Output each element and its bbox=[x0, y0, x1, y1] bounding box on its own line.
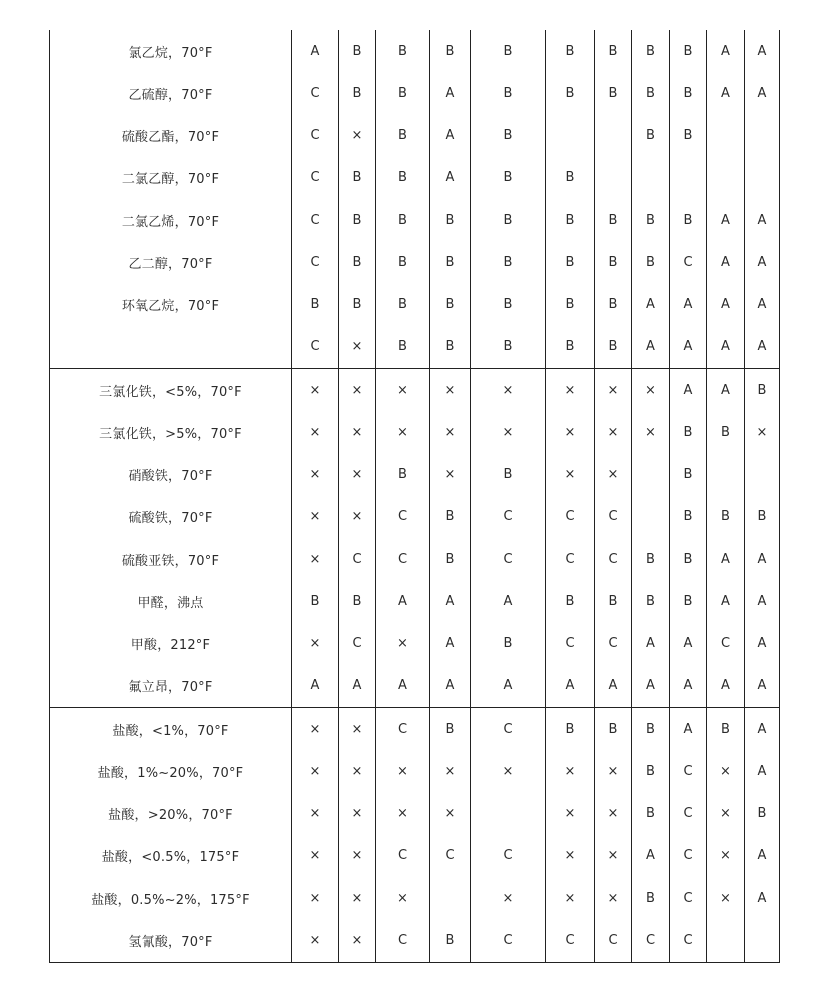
rating-cell: B bbox=[595, 72, 632, 114]
rating-cell: C bbox=[546, 623, 595, 665]
rating-cell: × bbox=[745, 411, 780, 453]
rating-cell: C bbox=[376, 708, 430, 751]
rating-cell: C bbox=[595, 623, 632, 665]
rating-cell: C bbox=[707, 623, 745, 665]
table-row bbox=[50, 623, 780, 665]
chemical-name-cell: 硫酸铁，70°F bbox=[50, 496, 292, 538]
chemical-name-cell: 硫酸乙酯，70°F bbox=[50, 115, 292, 157]
rating-cell: C bbox=[376, 496, 430, 538]
chemical-name-cell: 氢氰酸，70°F bbox=[50, 919, 292, 962]
rating-cell: A bbox=[670, 665, 707, 708]
rating-cell: × bbox=[292, 538, 339, 580]
rating-cell: × bbox=[376, 411, 430, 453]
rating-cell: A bbox=[707, 30, 745, 72]
rating-cell: × bbox=[339, 708, 376, 751]
rating-cell: × bbox=[339, 877, 376, 919]
table-row bbox=[50, 665, 780, 708]
chemical-name-cell: 硝酸铁，70°F bbox=[50, 454, 292, 496]
rating-cell: C bbox=[339, 623, 376, 665]
rating-cell: B bbox=[670, 454, 707, 496]
rating-cell: B bbox=[471, 623, 546, 665]
rating-cell: B bbox=[546, 30, 595, 72]
rating-cell: × bbox=[632, 411, 670, 453]
rating-cell: B bbox=[670, 72, 707, 114]
rating-cell: B bbox=[471, 284, 546, 326]
rating-cell: A bbox=[292, 30, 339, 72]
rating-cell bbox=[745, 115, 780, 157]
rating-cell: A bbox=[670, 369, 707, 412]
rating-cell: A bbox=[745, 877, 780, 919]
rating-cell: × bbox=[292, 454, 339, 496]
rating-cell: × bbox=[339, 793, 376, 835]
rating-cell: B bbox=[471, 115, 546, 157]
rating-cell: A bbox=[632, 665, 670, 708]
rating-cell: A bbox=[471, 580, 546, 622]
rating-cell: C bbox=[670, 877, 707, 919]
rating-cell: B bbox=[376, 30, 430, 72]
rating-cell: × bbox=[595, 835, 632, 877]
chemical-name-cell: 乙硫醇，70°F bbox=[50, 72, 292, 114]
rating-cell bbox=[707, 157, 745, 199]
rating-cell: A bbox=[707, 326, 745, 369]
rating-cell: B bbox=[376, 115, 430, 157]
rating-cell: B bbox=[745, 369, 780, 412]
rating-cell: × bbox=[339, 750, 376, 792]
table-row bbox=[50, 919, 780, 962]
chemical-name-cell: 乙二醇，70°F bbox=[50, 241, 292, 283]
chemical-name-cell: 氯乙烷，70°F bbox=[50, 30, 292, 72]
rating-cell: A bbox=[430, 157, 471, 199]
chemical-name-cell: 甲酸，212°F bbox=[50, 623, 292, 665]
rating-cell: × bbox=[376, 793, 430, 835]
rating-cell: × bbox=[292, 793, 339, 835]
chemical-name-cell: 二氯乙醇，70°F bbox=[50, 157, 292, 199]
rating-cell: C bbox=[595, 919, 632, 962]
rating-cell: B bbox=[430, 241, 471, 283]
rating-cell: C bbox=[670, 919, 707, 962]
rating-cell: B bbox=[707, 708, 745, 751]
compatibility-table-container bbox=[49, 30, 780, 963]
rating-cell: B bbox=[376, 241, 430, 283]
rating-cell: B bbox=[632, 30, 670, 72]
rating-cell: B bbox=[632, 877, 670, 919]
rating-cell: B bbox=[632, 750, 670, 792]
rating-cell bbox=[707, 454, 745, 496]
rating-cell: B bbox=[595, 199, 632, 241]
rating-cell bbox=[745, 919, 780, 962]
rating-cell: × bbox=[292, 623, 339, 665]
rating-cell: B bbox=[471, 454, 546, 496]
rating-cell: B bbox=[339, 580, 376, 622]
rating-cell: B bbox=[376, 199, 430, 241]
rating-cell: A bbox=[430, 580, 471, 622]
table-row bbox=[50, 793, 780, 835]
rating-cell: B bbox=[745, 496, 780, 538]
rating-cell: C bbox=[670, 835, 707, 877]
rating-cell: B bbox=[546, 326, 595, 369]
table-row bbox=[50, 30, 780, 72]
rating-cell: A bbox=[745, 30, 780, 72]
chemical-name-cell: 盐酸，1%~20%，70°F bbox=[50, 750, 292, 792]
rating-cell: B bbox=[595, 580, 632, 622]
rating-cell: × bbox=[632, 369, 670, 412]
rating-cell: B bbox=[339, 72, 376, 114]
rating-cell: × bbox=[292, 411, 339, 453]
chemical-name-cell: 环氧乙烷，70°F bbox=[50, 284, 292, 326]
rating-cell: × bbox=[471, 411, 546, 453]
rating-cell: B bbox=[632, 580, 670, 622]
rating-cell: A bbox=[707, 538, 745, 580]
rating-cell: B bbox=[670, 580, 707, 622]
rating-cell: A bbox=[670, 326, 707, 369]
table-row bbox=[50, 241, 780, 283]
rating-cell: × bbox=[471, 750, 546, 792]
rating-cell: B bbox=[546, 580, 595, 622]
rating-cell: B bbox=[670, 115, 707, 157]
rating-cell: B bbox=[339, 157, 376, 199]
rating-cell: A bbox=[632, 284, 670, 326]
rating-cell: A bbox=[745, 241, 780, 283]
rating-cell: C bbox=[471, 708, 546, 751]
chemical-name-cell: 三氯化铁，>5%，70°F bbox=[50, 411, 292, 453]
rating-cell: B bbox=[546, 72, 595, 114]
chemical-name-cell: 硫酸亚铁，70°F bbox=[50, 538, 292, 580]
rating-cell: × bbox=[376, 369, 430, 412]
rating-cell: × bbox=[430, 793, 471, 835]
rating-cell: B bbox=[546, 708, 595, 751]
rating-cell: × bbox=[339, 369, 376, 412]
table-row bbox=[50, 708, 780, 751]
rating-cell: × bbox=[595, 411, 632, 453]
table-row bbox=[50, 496, 780, 538]
rating-cell: A bbox=[745, 623, 780, 665]
rating-cell bbox=[595, 115, 632, 157]
rating-cell: × bbox=[595, 750, 632, 792]
rating-cell: B bbox=[595, 30, 632, 72]
rating-cell: × bbox=[292, 877, 339, 919]
rating-cell bbox=[430, 877, 471, 919]
rating-cell: × bbox=[292, 750, 339, 792]
rating-cell: C bbox=[471, 919, 546, 962]
rating-cell bbox=[546, 115, 595, 157]
rating-cell: A bbox=[745, 199, 780, 241]
rating-cell: × bbox=[546, 411, 595, 453]
rating-cell: B bbox=[376, 157, 430, 199]
chemical-name-cell: 二氯乙烯，70°F bbox=[50, 199, 292, 241]
rating-cell: × bbox=[339, 496, 376, 538]
rating-cell: × bbox=[292, 708, 339, 751]
rating-cell: A bbox=[745, 665, 780, 708]
rating-cell: × bbox=[292, 369, 339, 412]
rating-cell: × bbox=[707, 750, 745, 792]
rating-cell: A bbox=[430, 623, 471, 665]
rating-cell: C bbox=[376, 835, 430, 877]
rating-cell bbox=[471, 793, 546, 835]
rating-cell: × bbox=[595, 877, 632, 919]
rating-cell: × bbox=[339, 454, 376, 496]
rating-cell: B bbox=[595, 241, 632, 283]
rating-cell: × bbox=[339, 411, 376, 453]
rating-cell: A bbox=[376, 665, 430, 708]
rating-cell: B bbox=[670, 199, 707, 241]
rating-cell: A bbox=[595, 665, 632, 708]
rating-cell bbox=[707, 919, 745, 962]
rating-cell bbox=[632, 454, 670, 496]
rating-cell: C bbox=[670, 750, 707, 792]
rating-cell: B bbox=[430, 326, 471, 369]
table-row bbox=[50, 454, 780, 496]
rating-cell: B bbox=[595, 708, 632, 751]
rating-cell bbox=[632, 157, 670, 199]
rating-cell: B bbox=[595, 284, 632, 326]
rating-cell: B bbox=[546, 157, 595, 199]
chemical-name-cell: 盐酸，<1%，70°F bbox=[50, 708, 292, 751]
rating-cell: B bbox=[376, 326, 430, 369]
rating-cell: × bbox=[430, 454, 471, 496]
table-row bbox=[50, 369, 780, 412]
rating-cell bbox=[595, 157, 632, 199]
chemical-compatibility-table bbox=[49, 30, 780, 963]
rating-cell: A bbox=[430, 72, 471, 114]
rating-cell: × bbox=[339, 835, 376, 877]
rating-cell: B bbox=[292, 580, 339, 622]
rating-cell: × bbox=[595, 369, 632, 412]
rating-cell: B bbox=[430, 496, 471, 538]
rating-cell: × bbox=[471, 369, 546, 412]
rating-cell: B bbox=[430, 30, 471, 72]
rating-cell: C bbox=[546, 538, 595, 580]
rating-cell: A bbox=[745, 708, 780, 751]
rating-cell: B bbox=[339, 284, 376, 326]
rating-cell: A bbox=[745, 538, 780, 580]
rating-cell: × bbox=[292, 835, 339, 877]
rating-cell: A bbox=[292, 665, 339, 708]
rating-cell: A bbox=[707, 72, 745, 114]
rating-cell: B bbox=[632, 538, 670, 580]
rating-cell: C bbox=[595, 496, 632, 538]
rating-cell: B bbox=[376, 72, 430, 114]
table-row bbox=[50, 750, 780, 792]
rating-cell: A bbox=[670, 284, 707, 326]
rating-cell: C bbox=[339, 538, 376, 580]
table-row bbox=[50, 157, 780, 199]
rating-cell: A bbox=[430, 115, 471, 157]
rating-cell: B bbox=[632, 793, 670, 835]
rating-cell: C bbox=[595, 538, 632, 580]
table-row bbox=[50, 72, 780, 114]
table-row bbox=[50, 538, 780, 580]
rating-cell: C bbox=[292, 199, 339, 241]
rating-cell: × bbox=[339, 919, 376, 962]
rating-cell: C bbox=[292, 241, 339, 283]
rating-cell: A bbox=[707, 665, 745, 708]
chemical-name-cell: 盐酸，<0.5%，175°F bbox=[50, 835, 292, 877]
rating-cell: C bbox=[546, 496, 595, 538]
rating-cell: A bbox=[471, 665, 546, 708]
rating-cell: B bbox=[670, 538, 707, 580]
rating-cell: B bbox=[745, 793, 780, 835]
rating-cell: × bbox=[376, 877, 430, 919]
chemical-name-cell bbox=[50, 326, 292, 369]
rating-cell: C bbox=[546, 919, 595, 962]
rating-cell: A bbox=[745, 750, 780, 792]
rating-cell: B bbox=[471, 72, 546, 114]
rating-cell: B bbox=[546, 199, 595, 241]
chemical-name-cell: 甲醛，沸点 bbox=[50, 580, 292, 622]
rating-cell: B bbox=[376, 284, 430, 326]
rating-cell: A bbox=[745, 284, 780, 326]
rating-cell: × bbox=[546, 877, 595, 919]
rating-cell: B bbox=[546, 241, 595, 283]
rating-cell: × bbox=[595, 793, 632, 835]
rating-cell: A bbox=[707, 241, 745, 283]
rating-cell: × bbox=[471, 877, 546, 919]
rating-cell: × bbox=[707, 877, 745, 919]
rating-cell: × bbox=[546, 369, 595, 412]
rating-cell: × bbox=[339, 115, 376, 157]
rating-cell: × bbox=[292, 496, 339, 538]
rating-cell bbox=[670, 157, 707, 199]
rating-cell: A bbox=[376, 580, 430, 622]
chemical-name-cell: 盐酸，0.5%~2%，175°F bbox=[50, 877, 292, 919]
rating-cell: A bbox=[632, 326, 670, 369]
rating-cell: C bbox=[292, 72, 339, 114]
rating-cell: C bbox=[430, 835, 471, 877]
rating-cell: A bbox=[632, 623, 670, 665]
rating-cell: × bbox=[430, 750, 471, 792]
chemical-name-cell: 盐酸，>20%，70°F bbox=[50, 793, 292, 835]
rating-cell: C bbox=[471, 496, 546, 538]
rating-cell: C bbox=[471, 538, 546, 580]
table-row bbox=[50, 115, 780, 157]
rating-cell: B bbox=[632, 708, 670, 751]
rating-cell: B bbox=[471, 157, 546, 199]
rating-cell: A bbox=[430, 665, 471, 708]
rating-cell bbox=[745, 454, 780, 496]
rating-cell: A bbox=[707, 580, 745, 622]
rating-cell: × bbox=[339, 326, 376, 369]
rating-cell: A bbox=[339, 665, 376, 708]
rating-cell: B bbox=[546, 284, 595, 326]
rating-cell: B bbox=[632, 72, 670, 114]
table-row bbox=[50, 835, 780, 877]
rating-cell: × bbox=[376, 623, 430, 665]
rating-cell: B bbox=[339, 199, 376, 241]
rating-cell: C bbox=[376, 538, 430, 580]
rating-cell: A bbox=[745, 580, 780, 622]
rating-cell: B bbox=[471, 199, 546, 241]
rating-cell: × bbox=[430, 411, 471, 453]
rating-cell: A bbox=[745, 835, 780, 877]
rating-cell: B bbox=[471, 241, 546, 283]
rating-cell: B bbox=[632, 199, 670, 241]
rating-cell: × bbox=[376, 750, 430, 792]
chemical-name-cell: 三氯化铁，<5%，70°F bbox=[50, 369, 292, 412]
rating-cell bbox=[632, 496, 670, 538]
rating-cell: B bbox=[430, 919, 471, 962]
rating-cell bbox=[745, 157, 780, 199]
rating-cell: × bbox=[546, 793, 595, 835]
rating-cell: × bbox=[546, 750, 595, 792]
table-row bbox=[50, 199, 780, 241]
rating-cell: A bbox=[546, 665, 595, 708]
rating-cell bbox=[707, 115, 745, 157]
rating-cell: C bbox=[670, 793, 707, 835]
rating-cell: B bbox=[339, 30, 376, 72]
rating-cell: × bbox=[595, 454, 632, 496]
rating-cell: C bbox=[292, 115, 339, 157]
rating-cell: C bbox=[292, 157, 339, 199]
rating-cell: B bbox=[430, 284, 471, 326]
rating-cell: C bbox=[471, 835, 546, 877]
rating-cell: B bbox=[707, 496, 745, 538]
rating-cell: × bbox=[546, 454, 595, 496]
rating-cell: B bbox=[707, 411, 745, 453]
rating-cell: B bbox=[632, 115, 670, 157]
rating-cell: B bbox=[430, 708, 471, 751]
rating-cell: B bbox=[471, 30, 546, 72]
rating-cell: B bbox=[595, 326, 632, 369]
rating-cell: × bbox=[707, 835, 745, 877]
rating-cell: × bbox=[707, 793, 745, 835]
rating-cell: B bbox=[376, 454, 430, 496]
rating-cell: A bbox=[745, 72, 780, 114]
rating-cell: B bbox=[632, 241, 670, 283]
rating-cell: A bbox=[707, 199, 745, 241]
rating-cell: C bbox=[632, 919, 670, 962]
rating-cell: A bbox=[632, 835, 670, 877]
table-row bbox=[50, 411, 780, 453]
rating-cell: × bbox=[546, 835, 595, 877]
table-row bbox=[50, 284, 780, 326]
table-row bbox=[50, 580, 780, 622]
chemical-name-cell: 氟立昂，70°F bbox=[50, 665, 292, 708]
rating-cell: B bbox=[292, 284, 339, 326]
rating-cell: A bbox=[707, 369, 745, 412]
rating-cell: A bbox=[707, 284, 745, 326]
rating-cell: B bbox=[670, 411, 707, 453]
rating-cell: B bbox=[471, 326, 546, 369]
rating-cell: A bbox=[670, 708, 707, 751]
rating-cell: × bbox=[292, 919, 339, 962]
rating-cell: B bbox=[430, 199, 471, 241]
rating-cell: C bbox=[292, 326, 339, 369]
table-row bbox=[50, 877, 780, 919]
rating-cell: B bbox=[430, 538, 471, 580]
table-row bbox=[50, 326, 780, 369]
rating-cell: B bbox=[670, 496, 707, 538]
rating-cell: B bbox=[670, 30, 707, 72]
rating-cell: A bbox=[670, 623, 707, 665]
rating-cell: × bbox=[430, 369, 471, 412]
rating-cell: C bbox=[670, 241, 707, 283]
rating-cell: B bbox=[339, 241, 376, 283]
rating-cell: C bbox=[376, 919, 430, 962]
rating-cell: A bbox=[745, 326, 780, 369]
